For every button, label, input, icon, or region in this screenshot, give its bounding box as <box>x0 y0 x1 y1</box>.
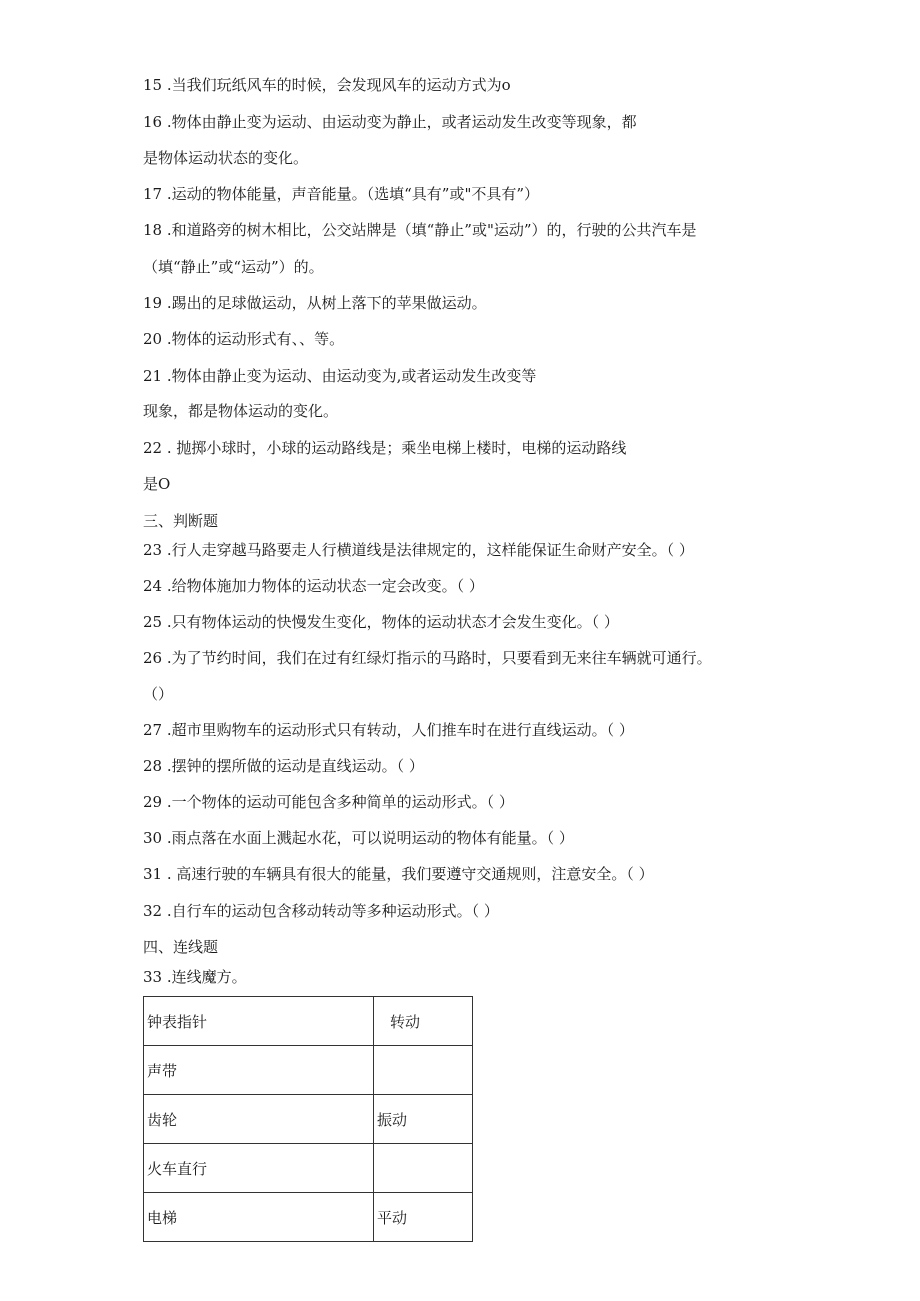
question-18: 18 .和道路旁的树木相比，公交站牌是（填“静止”或"运动”）的，行驶的公共汽车是 <box>143 221 697 239</box>
section-4-title: 四、连线题 <box>143 938 219 956</box>
section-3-title: 三、判断题 <box>143 512 219 530</box>
table-row <box>144 1144 473 1193</box>
question-24: 24 .给物体施加力物体的运动状态一定会改变。（ ） <box>143 577 484 595</box>
question-22: 22 . 抛掷小球时，小球的运动路线是；乘坐电梯上楼时，电梯的运动路线 <box>143 439 627 457</box>
right-cell <box>374 1046 473 1095</box>
right-cell <box>374 1144 473 1193</box>
question-33: 33 .连线魔方。 <box>143 968 247 986</box>
question-16-cont: 是物体运动状态的变化。 <box>143 149 309 167</box>
question-27: 27 .超市里购物车的运动形式只有转动，人们推车时在进行直线运动。（ ） <box>143 721 634 739</box>
question-23: 23 .行人走穿越马路要走人行横道线是法律规定的，这样能保证生命财产安全。（ ） <box>143 541 694 559</box>
table-row <box>144 1193 473 1242</box>
right-cell: 振动 <box>374 1095 473 1144</box>
question-25: 25 .只有物体运动的快慢发生变化，物体的运动状态才会发生变化。（ ） <box>143 613 619 631</box>
question-17: 17 .运动的物体能量，声音能量。（选填“具有”或"不具有”） <box>143 185 540 203</box>
question-28: 28 .摆钟的摆所做的运动是直线运动。（ ） <box>143 757 424 775</box>
question-16: 16 .物体由静止变为运动、由运动变为静止，或者运动发生改变等现象，都 <box>143 113 637 131</box>
left-cell: 声带 <box>144 1046 374 1095</box>
question-20: 20 .物体的运动形式有、、等。 <box>143 330 345 348</box>
question-18-cont: （填“静止”或“运动”）的。 <box>143 258 324 276</box>
question-31: 31 . 高速行驶的车辆具有很大的能量，我们要遵守交通规则，注意安全。（ ） <box>143 865 654 883</box>
left-cell: 电梯 <box>144 1193 374 1242</box>
question-29: 29 .一个物体的运动可能包含多种简单的运动形式。（ ） <box>143 793 514 811</box>
matching-table <box>143 996 473 1242</box>
left-cell: 火车直行 <box>144 1144 374 1193</box>
table-row <box>144 997 473 1046</box>
question-21: 21 .物体由静止变为运动、由运动变为,或者运动发生改变等 <box>143 367 537 385</box>
question-19: 19 .踢出的足球做运动，从树上落下的苹果做运动。 <box>143 294 487 312</box>
question-32: 32 .自行车的运动包含移动转动等多种运动形式。（ ） <box>143 902 499 920</box>
question-21-cont: 现象，都是物体运动的变化。 <box>143 402 339 420</box>
left-cell: 钟表指针 <box>144 997 374 1046</box>
question-26: 26 .为了节约时间，我们在过有红绿灯指示的马路时，只要看到无来往车辆就可通行。 <box>143 649 712 667</box>
question-30: 30 .雨点落在水面上溅起水花，可以说明运动的物体有能量。（ ） <box>143 829 574 847</box>
table-row <box>144 1095 473 1144</box>
table-row <box>144 1046 473 1095</box>
question-22-cont: 是O <box>143 475 171 493</box>
left-cell: 齿轮 <box>144 1095 374 1144</box>
question-15: 15 .当我们玩纸风车的时候，会发现风车的运动方式为o <box>143 76 511 94</box>
right-cell: 转动 <box>374 997 473 1046</box>
right-cell: 平动 <box>374 1193 473 1242</box>
question-26-cont: （） <box>143 685 174 703</box>
